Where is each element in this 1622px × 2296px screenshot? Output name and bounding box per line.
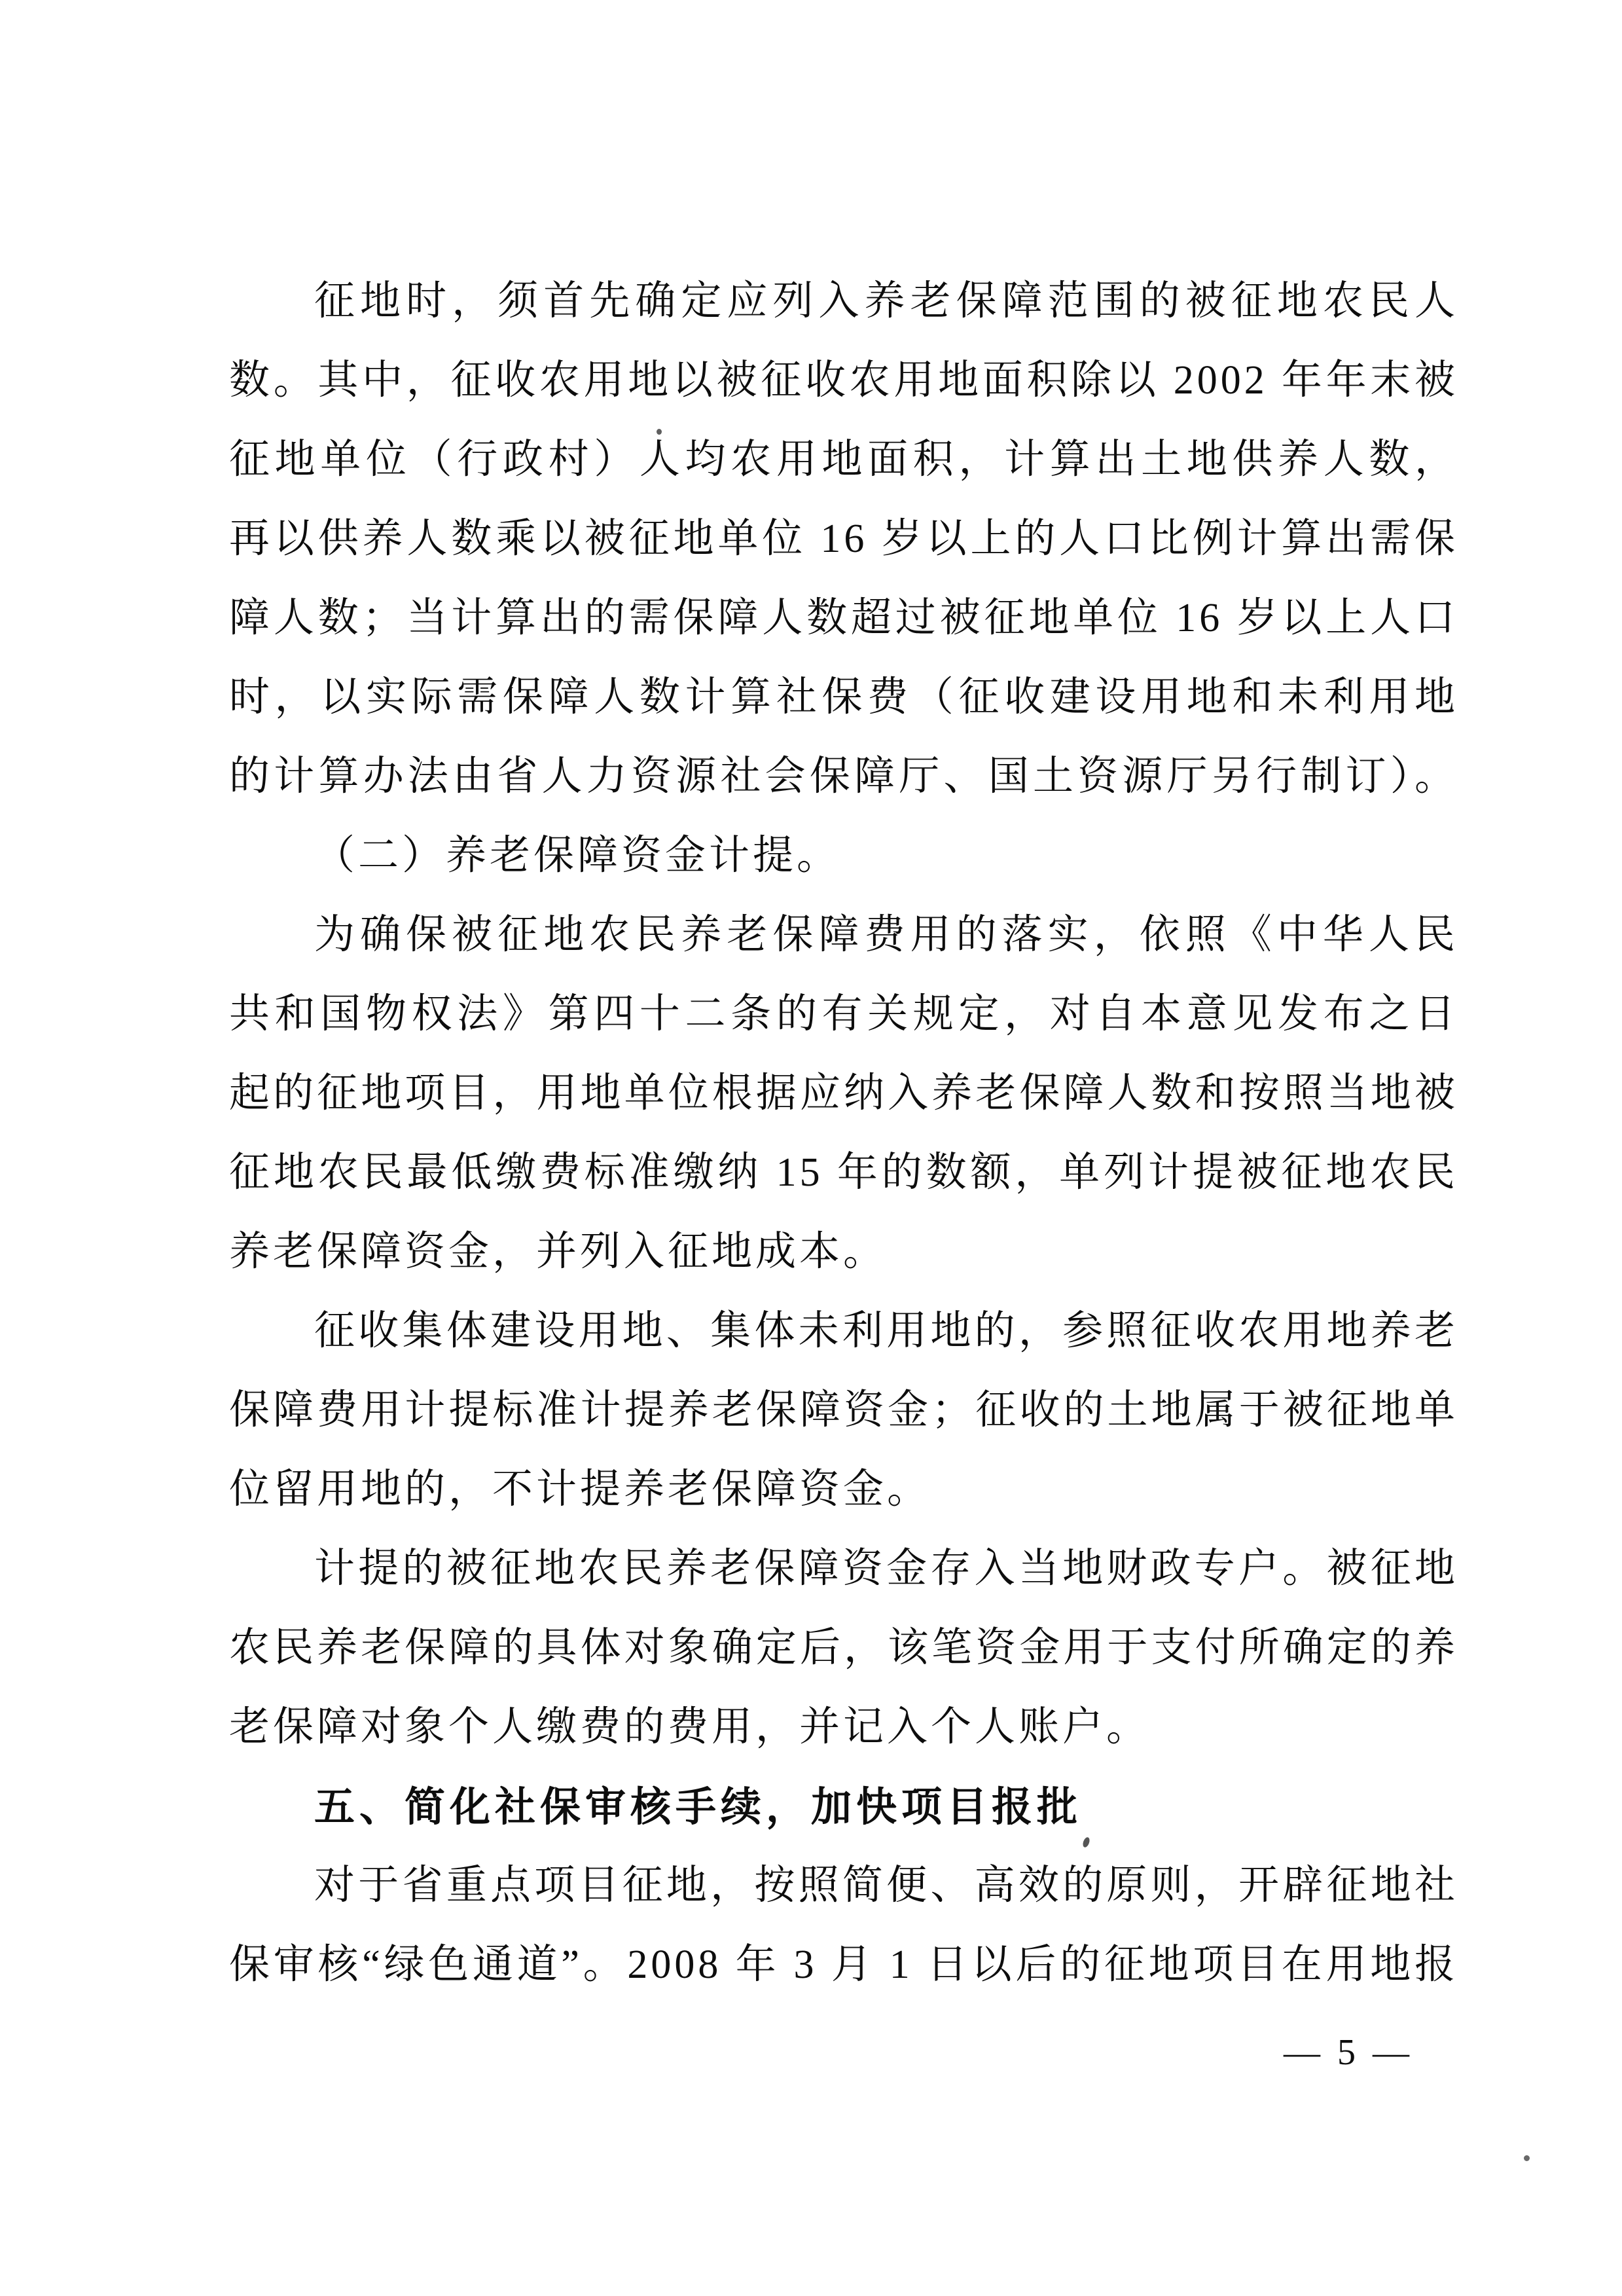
text-line: 老保障对象个人缴费的费用，并记入个人账户。 bbox=[229, 1705, 1151, 1749]
text-line: （二）养老保障资金计提。 bbox=[314, 833, 841, 878]
text-line: 计提的被征地农民养老保障资金存入当地财政专户。被征地 bbox=[314, 1546, 1458, 1591]
text-line: 保障费用计提标准计提养老保障资金；征收的土地属于被征地单 bbox=[229, 1388, 1458, 1432]
text-line: 为确保被征地农民养老保障费用的落实，依照《中华人民 bbox=[314, 913, 1458, 957]
text-line: 对于省重点项目征地，按照简便、高效的原则，开辟征地社 bbox=[314, 1863, 1458, 1908]
text-line: 保审核“绿色通道”。2008 年 3 月 1 日以后的征地项目在用地报 bbox=[229, 1942, 1458, 1987]
text-line: 时，以实际需保障人数计算社保费（征收建设用地和未利用地 bbox=[229, 675, 1458, 720]
text-line: 障人数；当计算出的需保障人数超过被征地单位 16 岁以上人口 bbox=[229, 596, 1458, 640]
scan-speck bbox=[1524, 2155, 1530, 2161]
text-line: 征地时，须首先确定应列入养老保障范围的被征地农民人 bbox=[314, 279, 1458, 323]
text-line: 征地单位（行政村）人均农用地面积，计算出土地供养人数， bbox=[229, 437, 1458, 482]
body-text bbox=[229, 262, 1458, 2005]
text-line: 再以供养人数乘以被征地单位 16 岁以上的人口比例计算出需保 bbox=[229, 517, 1458, 561]
text-line: 共和国物权法》第四十二条的有关规定，对自本意见发布之日 bbox=[229, 992, 1458, 1036]
scan-speck bbox=[657, 429, 662, 435]
text-line: 数。其中，征收农用地以被征收农用地面积除以 2002 年年末被 bbox=[229, 358, 1458, 403]
text-line: 位留用地的，不计提养老保障资金。 bbox=[229, 1467, 931, 1512]
text-line: 征地农民最低缴费标准缴纳 15 年的数额，单列计提被征地农民 bbox=[229, 1150, 1458, 1195]
text-line: 征收集体建设用地、集体未利用地的，参照征收农用地养老 bbox=[314, 1309, 1458, 1353]
text-line: 五、简化社保审核手续，加快项目报批 bbox=[314, 1783, 1083, 1831]
text-line: 农民养老保障的具体对象确定后，该笔资金用于支付所确定的养 bbox=[229, 1626, 1458, 1670]
page-number: — 5 — bbox=[1284, 2032, 1413, 2073]
text-line: 的计算办法由省人力资源社会保障厅、国土资源厅另行制订）。 bbox=[229, 754, 1458, 799]
text-line: 起的征地项目，用地单位根据应纳入养老保障人数和按照当地被 bbox=[229, 1071, 1458, 1116]
text-line: 养老保障资金，并列入征地成本。 bbox=[229, 1230, 888, 1274]
